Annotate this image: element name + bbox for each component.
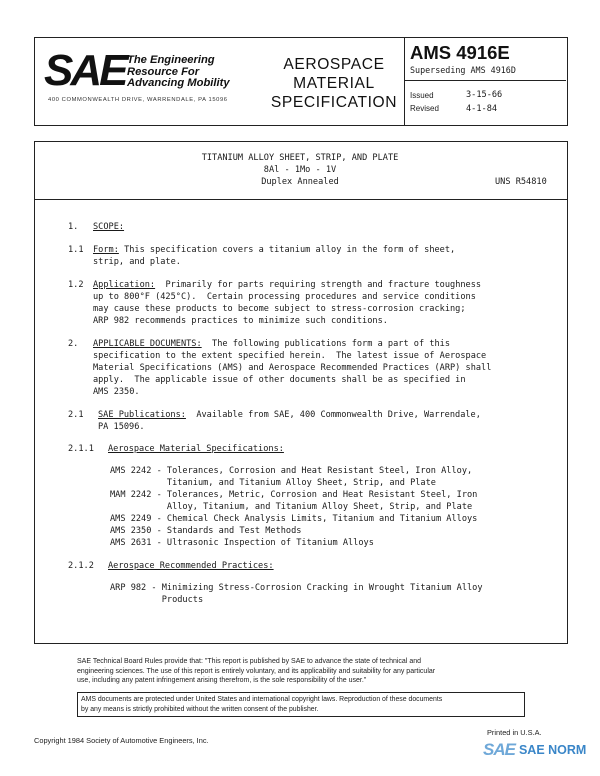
section-number: 2. bbox=[68, 339, 79, 349]
paragraph-line: up to 800°F (425°C). Certain processing procedures and service conditions bbox=[93, 292, 476, 302]
note-line: SAE Technical Board Rules provide that: "This report is published by SAE to advance the state of technical and bbox=[77, 658, 421, 665]
section-number: 1.2 bbox=[68, 280, 84, 290]
printed-in: Printed in U.S.A. bbox=[487, 728, 542, 737]
revised-date: 4-1-84 bbox=[466, 104, 498, 114]
ams-list-line: AMS 2249 - Chemical Check Analysis Limits, Titanium and Titanium Alloys bbox=[110, 514, 478, 524]
paragraph-text: Primarily for parts requiring strength and fracture toughness bbox=[165, 280, 482, 290]
heading-2-1-2 bbox=[108, 560, 274, 572]
sae-address: 400 COMMONWEALTH DRIVE, WARRENDALE, PA 15096 bbox=[48, 97, 228, 103]
paragraph-line: specification to the extent specified herein. The latest issue of Aerospace bbox=[93, 351, 487, 361]
title-line-1: TITANIUM ALLOY SHEET, STRIP, AND PLATE bbox=[201, 153, 399, 163]
note-line: use, including any patent infringement arising therefrom, is the sole responsibility of the user." bbox=[77, 677, 367, 685]
paragraph-line: apply. The applicable issue of other documents shall be as specified in bbox=[93, 375, 466, 385]
section-heading-text: SAE Publications: bbox=[98, 410, 186, 420]
sae-norm-logo-icon: SAE bbox=[483, 740, 515, 759]
ams-list-line: Alloy, Titanium, and Titanium Alloy Sheet, Strip, and Plate bbox=[110, 502, 473, 512]
paragraph-line: ARP 982 recommends practices to minimize such conditions. bbox=[93, 316, 388, 326]
header-divider-right bbox=[404, 38, 405, 125]
paragraph-1-1-cont: strip, and plate. bbox=[93, 257, 181, 267]
section-heading-text: Aerospace Recommended Practices: bbox=[108, 561, 274, 571]
section-number: 2.1.2 bbox=[68, 561, 94, 571]
issued-date: 3-15-66 bbox=[466, 90, 503, 100]
sae-norm-watermark bbox=[483, 740, 586, 760]
section-number: 1. bbox=[68, 222, 79, 232]
tagline-line: Advancing Mobility bbox=[127, 77, 230, 89]
spec-type bbox=[265, 55, 403, 112]
arp-list-line: ARP 982 - Minimizing Stress-Corrosion Cracking in Wrought Titanium Alloy bbox=[110, 583, 483, 593]
section-number: 1.1 bbox=[68, 245, 84, 255]
ams-list-line: AMS 2631 - Ultrasonic Inspection of Titanium Alloys bbox=[110, 538, 374, 548]
paragraph-2-1 bbox=[98, 409, 481, 421]
paragraph-line: Material Specifications (AMS) and Aerospace Recommended Practices (ARP) shall bbox=[93, 363, 492, 373]
note-line: engineering sciences. The use of this report is entirely voluntary, and its applicability and suitability for any particular bbox=[77, 667, 436, 675]
paragraph-text: The following publications form a part of this bbox=[212, 339, 451, 349]
issued-label: Issued bbox=[410, 91, 434, 100]
tagline-line: The Engineering bbox=[127, 54, 215, 66]
section-number: 2.1 bbox=[68, 410, 84, 420]
section-heading-text: Aerospace Material Specifications: bbox=[108, 444, 284, 454]
paragraph-2 bbox=[93, 338, 450, 350]
arp-list-line: Products bbox=[110, 595, 204, 605]
revised-label: Revised bbox=[410, 104, 439, 113]
title-divider bbox=[34, 199, 567, 200]
board-rules-note bbox=[77, 657, 537, 686]
header-divider-ams bbox=[404, 80, 566, 81]
paragraph-1-1 bbox=[93, 244, 455, 256]
sae-norm-text: SAE NORM bbox=[518, 743, 587, 757]
ams-number: AMS 4916E bbox=[410, 42, 510, 63]
paragraph-1-2 bbox=[93, 279, 481, 291]
copyright-line: Copyright 1984 Society of Automotive Engineers, Inc. bbox=[34, 736, 209, 745]
sae-tagline bbox=[127, 55, 230, 90]
spec-type-line: MATERIAL bbox=[293, 75, 375, 92]
ams-list-line: Titanium, and Titanium Alloy Sheet, Strip, and Plate bbox=[110, 478, 436, 488]
sae-logo: SAE bbox=[44, 46, 126, 95]
title-line-2: 8Al - 1Mo - 1V bbox=[263, 165, 337, 175]
spec-type-line: SPECIFICATION bbox=[270, 94, 398, 111]
spec-type-line: AEROSPACE bbox=[283, 56, 385, 73]
note-line: by any means is strictly prohibited without the written consent of the publisher. bbox=[81, 705, 319, 713]
ams-list-line: MAM 2242 - Tolerances, Metric, Corrosion and Heat Resistant Steel, Iron bbox=[110, 490, 478, 500]
tagline-line: Resource For bbox=[127, 65, 200, 78]
section-heading-text: Application: bbox=[93, 280, 156, 290]
section-heading-text: Form: bbox=[93, 245, 119, 255]
superseding: Superseding AMS 4916D bbox=[410, 65, 516, 75]
paragraph-line: may cause these products to become subject to stress-corrosion cracking; bbox=[93, 304, 466, 314]
ams-list-line: AMS 2350 - Standards and Test Methods bbox=[110, 526, 302, 536]
note-line: AMS documents are protected under United States and international copyright laws. Reproduction of these documents bbox=[81, 696, 443, 703]
section-heading-text: APPLICABLE DOCUMENTS: bbox=[93, 339, 202, 349]
paragraph-text: This specification covers a titanium alloy in the form of sheet, bbox=[124, 245, 456, 255]
section-number: 2.1.1 bbox=[68, 444, 94, 454]
section-heading-text: SCOPE: bbox=[93, 222, 125, 232]
title-line-3: Duplex Annealed bbox=[261, 177, 339, 187]
uns-number: UNS R54810 bbox=[495, 177, 547, 187]
section-heading bbox=[93, 221, 124, 233]
heading-2-1-1 bbox=[108, 443, 284, 455]
paragraph-line: PA 15096. bbox=[98, 422, 145, 432]
copyright-notice-box bbox=[77, 692, 525, 717]
paragraph-line: AMS 2350. bbox=[93, 387, 140, 397]
paragraph-text: Available from SAE, 400 Commonwealth Drive, Warrendale, bbox=[196, 410, 481, 420]
ams-list-line: AMS 2242 - Tolerances, Corrosion and Heat Resistant Steel, Iron Alloy, bbox=[110, 466, 473, 476]
